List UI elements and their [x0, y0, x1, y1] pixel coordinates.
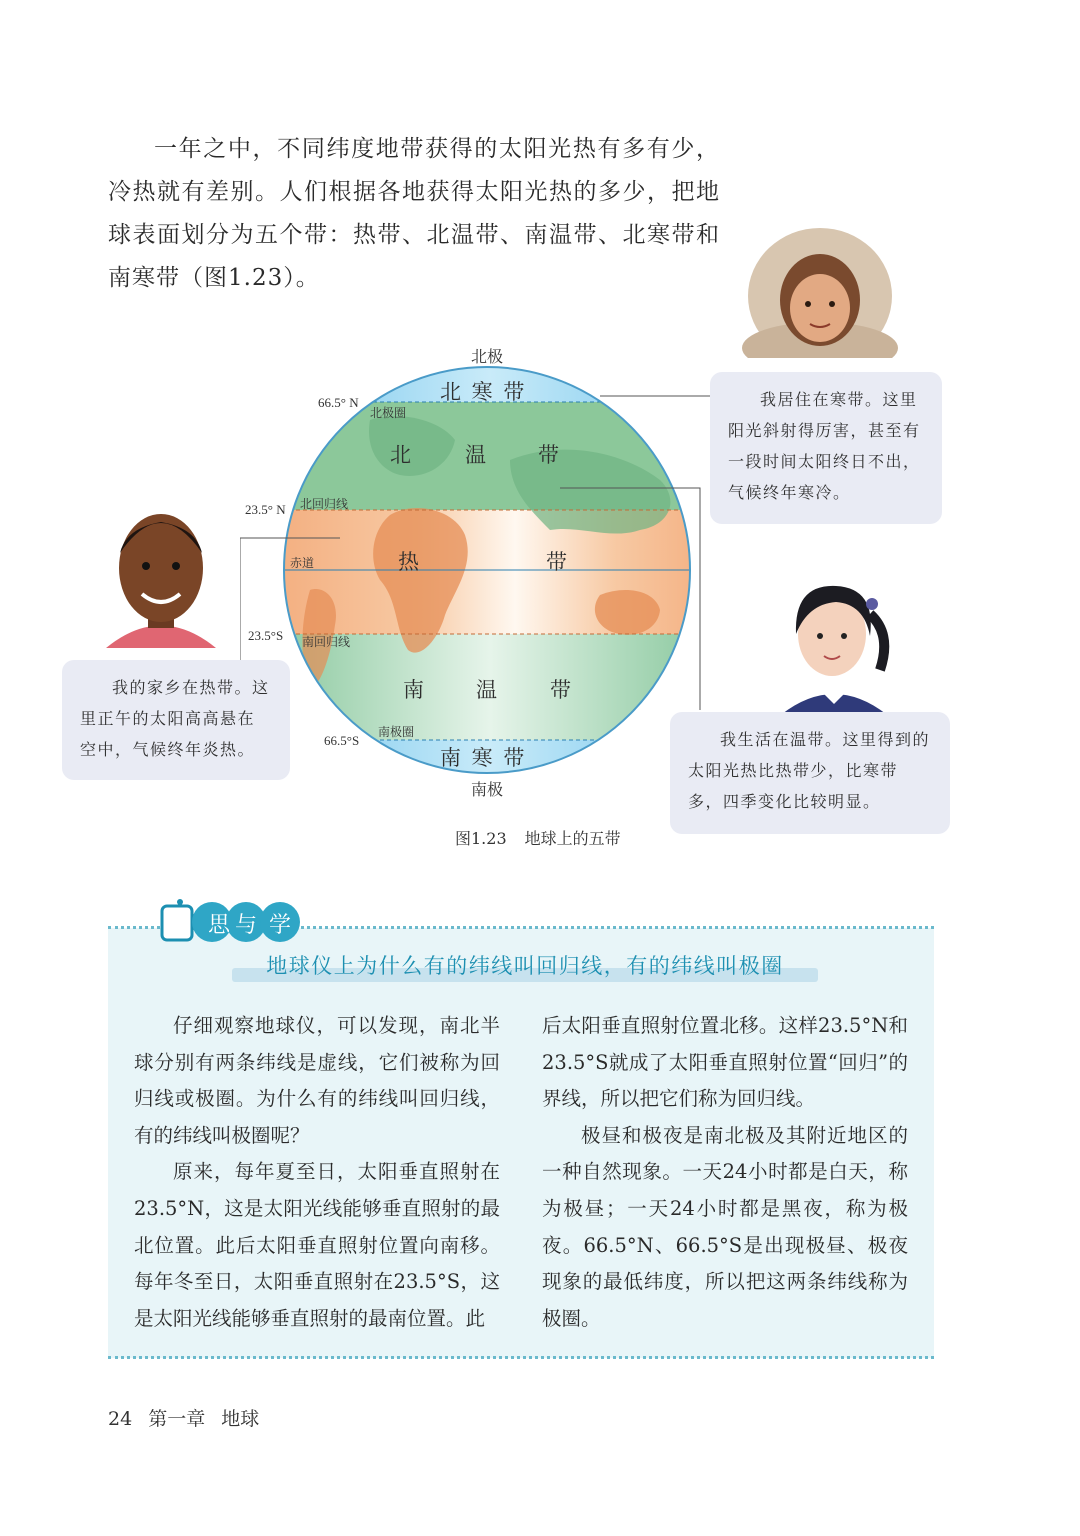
south-temperate-char-2: 温	[476, 678, 499, 702]
tropic-char-1: 热	[398, 550, 421, 574]
intro-text	[108, 128, 720, 300]
south-frigid-label: 南 寒 带	[440, 746, 527, 770]
temperate-bubble-text: 我生活在温带。这里得到的太阳光热比热带少，比寒带多，四季变化比较明显。	[688, 730, 931, 811]
south-temperate-char-1: 南	[403, 678, 426, 702]
think-badge-char-3: 学	[268, 913, 291, 938]
think-box-bottom-border	[108, 1356, 934, 1359]
figure-caption	[455, 826, 639, 849]
north-temperate-char-3: 带	[538, 443, 561, 467]
globe-graphic	[240, 340, 740, 810]
north-pole-label: 北极	[471, 347, 504, 366]
tropic-char-2: 带	[546, 550, 569, 574]
figure-number: 图1.23	[455, 829, 507, 848]
lat-23n-label: 23.5° N	[245, 502, 286, 517]
think-right-paragraph-2: 极昼和极夜是南北极及其附近地区的一种自然现象。一天24小时都是白天，称为极昼；一天24小时都是黑夜，称为极夜。66.5°N、66.5°S是出现极昼、极夜现象的最低纬度，所以把这两条纬线称为极圈。	[542, 1123, 908, 1330]
think-column-right	[542, 1008, 908, 1337]
chapter-label: 第一章	[148, 1408, 206, 1430]
think-column-left	[134, 1008, 500, 1337]
page-footer	[108, 1404, 275, 1431]
tropic-cancer-label: 北回归线	[300, 497, 349, 511]
arctic-circle-label: 北极圈	[370, 406, 407, 420]
lat-66s-label: 66.5°S	[324, 733, 360, 748]
think-right-paragraph-1: 后太阳垂直照射位置北移。这样23.5°N和23.5°S就成了太阳垂直照射位置“回归”的界线，所以把它们称为回归线。	[542, 1014, 908, 1111]
temperate-girl-illustration	[774, 574, 894, 714]
north-temperate-char-2: 温	[465, 443, 488, 467]
page-number: 24	[108, 1408, 133, 1430]
tropic-speech-bubble	[62, 660, 290, 780]
frigid-bubble-text: 我居住在寒带。这里阳光斜射得厉害，甚至有一段时间太阳终日不出，气候终年寒冷。	[728, 390, 921, 502]
antarctic-circle-label: 南极圈	[378, 725, 415, 739]
north-frigid-label: 北 寒 带	[440, 380, 527, 404]
figure-title: 地球上的五带	[524, 829, 621, 848]
chapter-title: 地球	[221, 1408, 260, 1430]
south-pole-label: 南极	[471, 780, 504, 799]
intro-paragraph: 一年之中，不同纬度地带获得的太阳光热有多有少，冷热就有差别。人们根据各地获得太阳光热的多少，把地球表面划分为五个带：热带、北温带、南温带、北寒带和南寒带（图1.23）。	[108, 136, 720, 291]
frigid-speech-bubble	[710, 372, 942, 524]
think-left-paragraph-1: 仔细观察地球仪，可以发现，南北半球分别有两条纬线是虚线，它们被称为回归线或极圈。为什么有的纬线叫回归线，有的纬线叫极圈呢？	[134, 1014, 500, 1147]
tropic-boy-illustration	[96, 498, 226, 648]
think-left-paragraph-2: 原来，每年夏至日，太阳垂直照射在23.5°N，这是太阳光线能够垂直照射的最北位置。此后太阳垂直照射位置向南移。每年冬至日，太阳垂直照射在23.5°S，这是太阳光线能够垂直照射的最南位置。此	[134, 1160, 500, 1330]
tropic-bubble-text: 我的家乡在热带。这里正午的太阳高高悬在空中，气候终年炎热。	[80, 678, 270, 759]
arctic-girl-illustration	[740, 218, 900, 358]
tropic-capricorn-label: 南回归线	[302, 635, 351, 649]
north-temperate-char-1: 北	[390, 443, 413, 467]
five-zones-diagram	[240, 340, 740, 810]
south-temperate-char-3: 带	[550, 678, 573, 702]
think-badge-char-1: 思	[207, 913, 230, 938]
temperate-speech-bubble	[670, 712, 950, 834]
lat-66n-label: 66.5° N	[318, 395, 359, 410]
think-title: 地球仪上为什么有的纬线叫回归线，有的纬线叫极圈	[266, 954, 784, 978]
think-badge-char-2: 与	[234, 913, 257, 938]
lat-23s-label: 23.5°S	[248, 628, 284, 643]
equator-label: 赤道	[290, 556, 315, 570]
